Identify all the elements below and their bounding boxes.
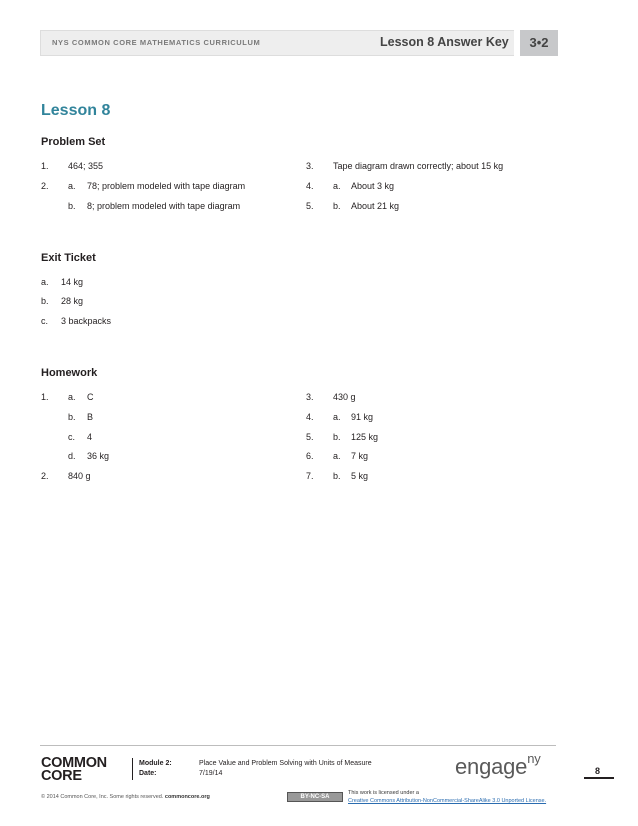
copyright bbox=[41, 794, 210, 800]
curriculum-label: NYS COMMON CORE MATHEMATICS CURRICULUM bbox=[52, 38, 261, 47]
answer-key-title: Lesson 8 Answer Key bbox=[380, 35, 509, 49]
license-link[interactable]: Creative Commons Attribution-NonCommercial-ShareAlike 3.0 Unported License. bbox=[348, 798, 547, 804]
page-number: 8 bbox=[595, 766, 601, 776]
hw-right-1-num: 3. bbox=[306, 392, 314, 402]
ps-right-3-num: 5. bbox=[306, 201, 314, 211]
et-2-text: 28 kg bbox=[61, 296, 84, 306]
hw-left-2-text: B bbox=[87, 412, 94, 422]
hw-left-1-sub: a. bbox=[68, 392, 76, 402]
hw-right-1-text: 430 g bbox=[333, 392, 356, 402]
hw-left-4-sub: d. bbox=[68, 451, 76, 461]
hw-right-4-num: 6. bbox=[306, 451, 314, 461]
cc-license-badge[interactable]: BY-NC-SA bbox=[287, 792, 343, 802]
logo-line-2: CORE bbox=[41, 768, 82, 784]
module-label: Module 2: bbox=[139, 760, 172, 767]
hw-left-5-num: 2. bbox=[41, 471, 49, 481]
hw-right-2-sub: a. bbox=[333, 412, 341, 422]
logo-line-1: COMMON bbox=[41, 755, 107, 771]
brand-sup: ny bbox=[527, 751, 541, 766]
hw-left-5-text: 840 g bbox=[68, 471, 91, 481]
hw-right-2-text: 91 kg bbox=[351, 412, 374, 422]
et-1-text: 14 kg bbox=[61, 277, 84, 287]
ps-left-3-sub: b. bbox=[68, 201, 76, 211]
hw-right-3-num: 5. bbox=[306, 432, 314, 442]
brand-text: engage bbox=[455, 754, 528, 779]
date-label: Date: bbox=[139, 770, 157, 777]
hw-right-3-sub: b. bbox=[333, 432, 341, 442]
hw-right-5-sub: b. bbox=[333, 471, 341, 481]
ps-left-2-num: 2. bbox=[41, 181, 49, 191]
exit-ticket-heading: Exit Ticket bbox=[41, 252, 96, 264]
hw-right-3-text: 125 kg bbox=[351, 432, 379, 442]
hw-left-1-num: 1. bbox=[41, 392, 49, 402]
hw-left-3-sub: c. bbox=[68, 432, 76, 442]
ps-left-2-text: 78; problem modeled with tape diagram bbox=[87, 181, 246, 191]
engageny-logo bbox=[455, 751, 541, 780]
page-number-rule bbox=[584, 777, 614, 779]
license-text: This work is licensed under a bbox=[348, 790, 419, 796]
hw-left-4-text: 36 kg bbox=[87, 451, 110, 461]
hw-right-5-num: 7. bbox=[306, 471, 314, 481]
hw-right-4-sub: a. bbox=[333, 451, 341, 461]
ps-left-1-text: 464; 355 bbox=[68, 161, 104, 171]
homework-heading: Homework bbox=[41, 367, 98, 379]
ps-right-3-text: About 21 kg bbox=[351, 201, 400, 211]
lesson-title: Lesson 8 bbox=[41, 102, 111, 119]
ps-right-2-num: 4. bbox=[306, 181, 314, 191]
ps-left-2-sub: a. bbox=[68, 181, 76, 191]
et-2-sub: b. bbox=[41, 296, 49, 306]
copyright-site[interactable]: commoncore.org bbox=[164, 794, 210, 800]
ps-right-1-text: Tape diagram drawn correctly; about 15 kg bbox=[333, 161, 504, 171]
ps-right-1-num: 3. bbox=[306, 161, 314, 171]
grade-module-badge: 3•2 bbox=[520, 30, 558, 56]
ps-left-1-num: 1. bbox=[41, 161, 49, 171]
footer-rule bbox=[40, 745, 556, 746]
ps-right-3-sub: b. bbox=[333, 201, 341, 211]
date-value: 7/19/14 bbox=[199, 770, 223, 777]
copyright-text: © 2014 Common Core, Inc. Some rights reserved. bbox=[41, 794, 164, 800]
ps-left-3-text: 8; problem modeled with tape diagram bbox=[87, 201, 241, 211]
et-3-sub: c. bbox=[41, 316, 49, 326]
module-value: Place Value and Problem Solving with Units of Measure bbox=[199, 760, 372, 767]
ps-right-2-sub: a. bbox=[333, 181, 341, 191]
hw-left-3-text: 4 bbox=[87, 432, 93, 442]
problem-set-heading: Problem Set bbox=[41, 136, 106, 148]
hw-right-4-text: 7 kg bbox=[351, 451, 369, 461]
footer-divider bbox=[132, 758, 133, 780]
et-1-sub: a. bbox=[41, 277, 49, 287]
hw-left-1-text: C bbox=[87, 392, 94, 402]
hw-right-5-text: 5 kg bbox=[351, 471, 369, 481]
ps-right-2-text: About 3 kg bbox=[351, 181, 395, 191]
hw-right-2-num: 4. bbox=[306, 412, 314, 422]
hw-left-2-sub: b. bbox=[68, 412, 76, 422]
common-core-logo bbox=[41, 757, 107, 783]
et-3-text: 3 backpacks bbox=[61, 316, 112, 326]
